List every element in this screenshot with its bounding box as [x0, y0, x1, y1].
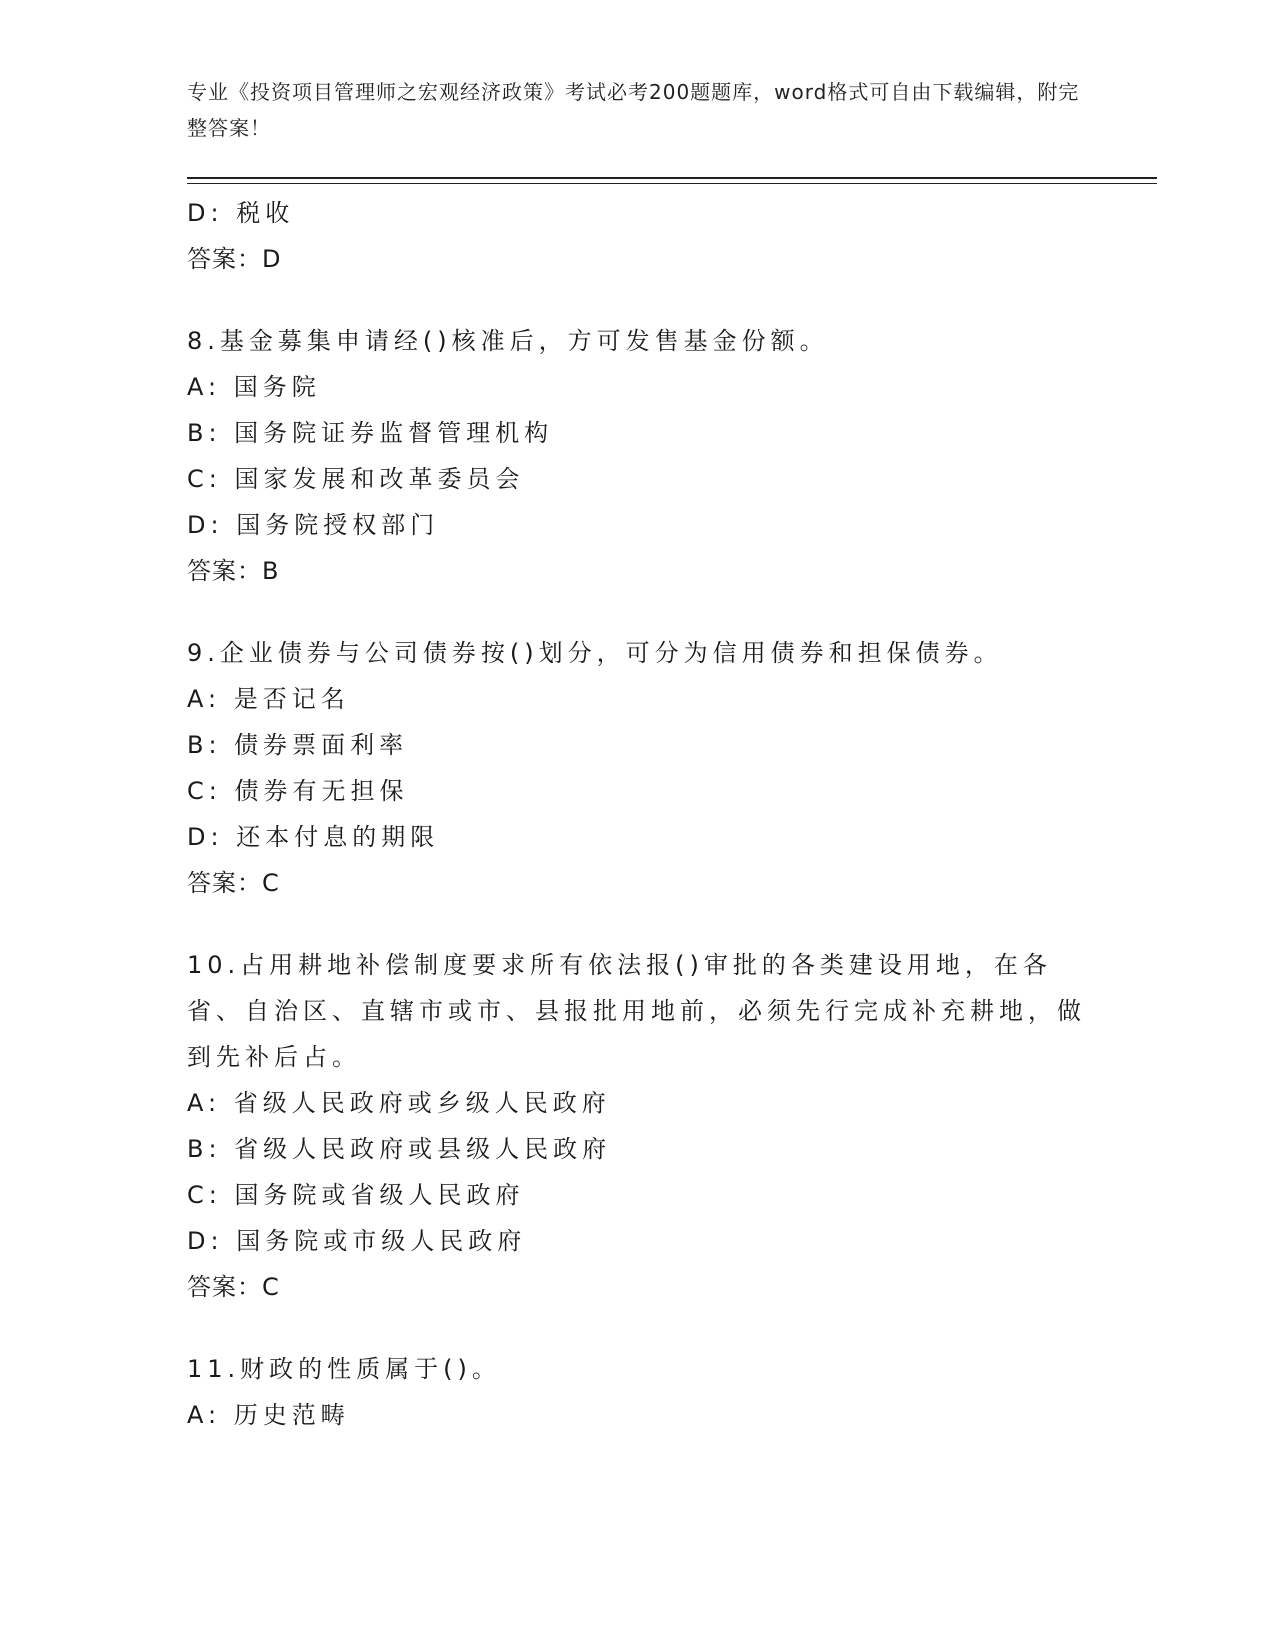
answer: 答案：D: [187, 245, 282, 273]
question-10: [187, 942, 1087, 1310]
option-d: D: 还本付息的期限: [187, 823, 440, 851]
answer: 答案：C: [187, 869, 280, 897]
question-fragment: [187, 190, 1087, 282]
option-a: A: 国务院: [187, 373, 321, 401]
question-content: [187, 190, 1087, 1438]
option-a: A: 历史范畴: [187, 1401, 350, 1429]
question-text: 11.财政的性质属于()。: [187, 1355, 501, 1383]
option-c: C: 国务院或省级人民政府: [187, 1181, 525, 1209]
document-header: 专业《投资项目管理师之宏观经济政策》考试必考200题题库，word格式可自由下载编辑，附完整答案！: [187, 80, 1080, 140]
answer: 答案：B: [187, 557, 280, 585]
question-text: 9.企业债券与公司债券按()划分，可分为信用债券和担保债券。: [187, 639, 1003, 667]
option-b: B: 债券票面利率: [187, 731, 409, 759]
option-a: A: 省级人民政府或乡级人民政府: [187, 1089, 611, 1117]
header-divider-thick: [187, 177, 1157, 179]
option-d: D: 税收: [187, 199, 295, 227]
option-c: C: 债券有无担保: [187, 777, 409, 805]
question-text: 10.占用耕地补偿制度要求所有依法报()审批的各类建设用地，在各省、自治区、直辖市或市、县报批用地前，必须先行完成补充耕地，做到先补后占。: [187, 951, 1086, 1071]
answer: 答案：C: [187, 1273, 280, 1301]
question-text: 8.基金募集申请经()核准后，方可发售基金份额。: [187, 327, 829, 355]
question-8: [187, 318, 1087, 594]
option-b: B: 省级人民政府或县级人民政府: [187, 1135, 612, 1163]
option-d: D: 国务院或市级人民政府: [187, 1227, 527, 1255]
option-d: D: 国务院授权部门: [187, 511, 440, 539]
header-divider-thin: [187, 183, 1157, 184]
question-9: [187, 630, 1087, 906]
question-11: [187, 1346, 1087, 1438]
option-a: A: 是否记名: [187, 685, 350, 713]
option-c: C: 国家发展和改革委员会: [187, 465, 525, 493]
option-b: B: 国务院证券监督管理机构: [187, 419, 554, 447]
